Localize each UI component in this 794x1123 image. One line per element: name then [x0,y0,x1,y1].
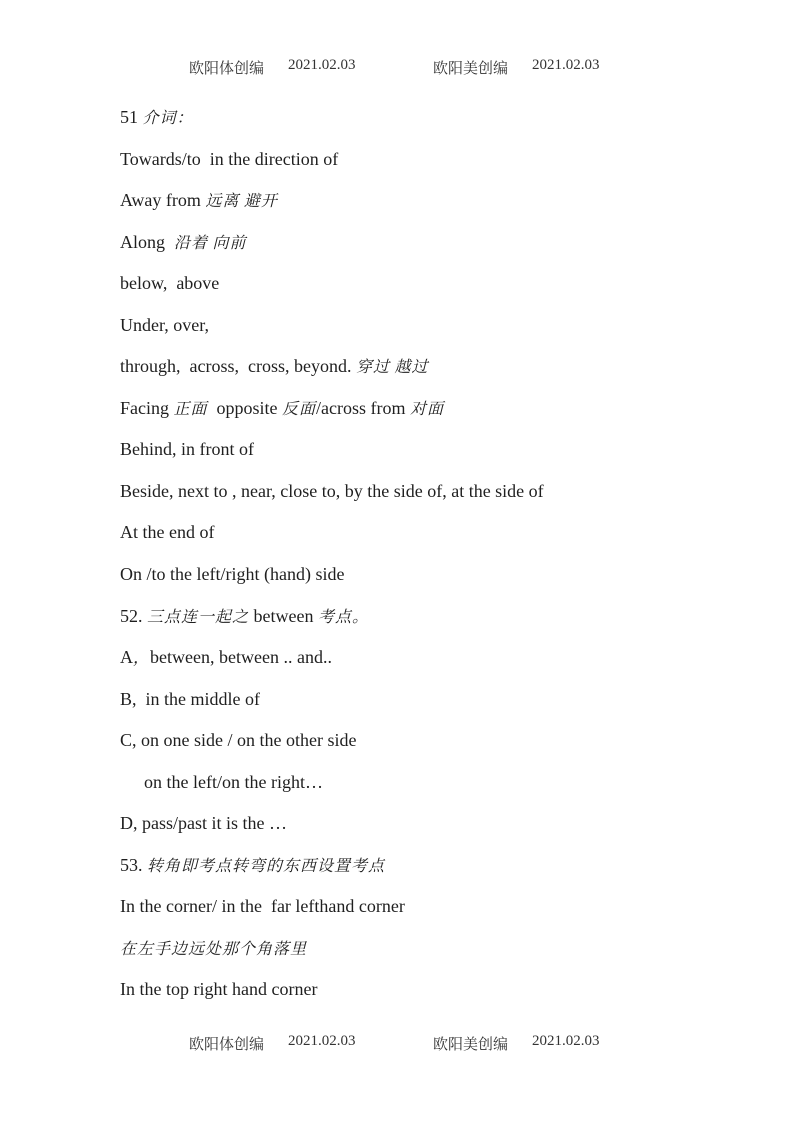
section-heading-52: 52. 三点连一起之 between 考点。 [120,605,369,626]
header-right-author: 欧阳美创编 [433,61,509,77]
text-line: Behind, in front of [120,439,254,460]
text-line: Under, over, [120,314,210,335]
header-left-author: 欧阳体创编 [189,61,265,77]
text-line: Towards/to in the direction of [120,148,339,169]
text-line: On /to the left/right (hand) side [120,564,345,585]
text-line: C, on one side / on the other side [120,730,357,751]
text-line: A，between, between .. and.. [120,647,332,668]
document-body [120,97,760,1011]
section-heading-53: 53. 转角即考点转弯的东西设置考点 [120,854,386,875]
footer-right-date: 2021.02.03 [532,1033,600,1049]
text-line: 在左手边远处那个角落里 [120,938,308,958]
footer-left-date: 2021.02.03 [288,1033,356,1049]
footer-right-author: 欧阳美创编 [433,1037,509,1053]
text-line: D, pass/past it is the … [120,813,287,834]
page-header [0,57,794,81]
header-right-date: 2021.02.03 [532,57,600,73]
text-line: In the corner/ in the far lefthand corner [120,896,405,917]
page-footer [0,1033,794,1057]
text-line: on the left/on the right… [144,771,323,792]
text-line: Beside, next to , near, close to, by the side of, at the side of [120,480,544,501]
text-line: below, above [120,273,220,294]
section-heading-51: 51 介词： [120,107,194,127]
text-line: Along 沿着 向前 [120,231,247,252]
text-line: In the top right hand corner [120,979,318,1000]
text-line: At the end of [120,522,215,543]
header-left-date: 2021.02.03 [288,57,356,73]
text-line: B, in the middle of [120,688,260,709]
text-line: Away from 远离 避开 [120,190,278,211]
text-line: through, across, cross, beyond. 穿过 越过 [120,356,429,377]
text-line: Facing 正面 opposite 反面/across from 对面 [120,397,445,418]
footer-left-author: 欧阳体创编 [189,1037,265,1053]
